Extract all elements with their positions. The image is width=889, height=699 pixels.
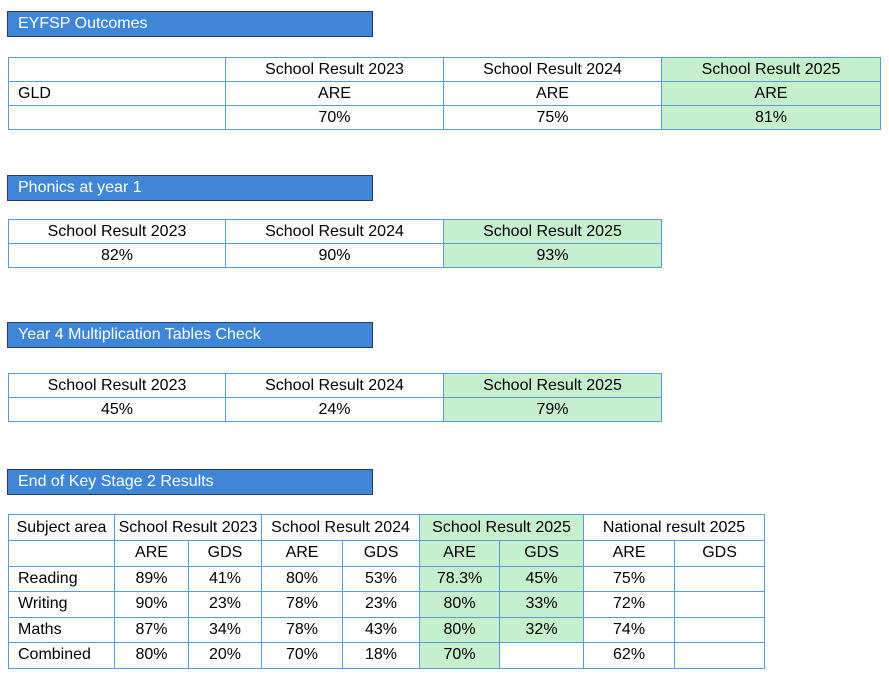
- phonics-header-2025: School Result 2025: [444, 220, 662, 244]
- mtc-header-2025: School Result 2025: [444, 374, 662, 398]
- ks2-subheader: GDS: [500, 541, 584, 567]
- ks2-table: [8, 514, 765, 669]
- ks2-cell: 23%: [343, 592, 420, 618]
- ks2-cell: 32%: [500, 617, 584, 643]
- ks2-cell: [675, 617, 765, 643]
- ks2-cell: [500, 643, 584, 669]
- mtc-value-2025: 79%: [444, 398, 662, 422]
- eyfsp-value-2023: 70%: [226, 106, 444, 130]
- phonics-value-2023: 82%: [9, 244, 226, 268]
- ks2-cell: 87%: [115, 617, 189, 643]
- ks2-cell: 41%: [189, 566, 262, 592]
- ks2-subheader: ARE: [420, 541, 500, 567]
- ks2-cell: 80%: [420, 592, 500, 618]
- eyfsp-measure-2023: ARE: [226, 82, 444, 106]
- mtc-value-2023: 45%: [9, 398, 226, 422]
- mtc-section-title: Year 4 Multiplication Tables Check: [7, 322, 373, 348]
- eyfsp-value-2024: 75%: [444, 106, 662, 130]
- eyfsp-header-2024: School Result 2024: [444, 58, 662, 82]
- ks2-cell: 80%: [115, 643, 189, 669]
- phonics-value-2024: 90%: [226, 244, 444, 268]
- ks2-subheader-empty: [9, 541, 115, 567]
- ks2-cell: 78%: [262, 592, 343, 618]
- ks2-cell: 70%: [262, 643, 343, 669]
- mtc-header-2024: School Result 2024: [226, 374, 444, 398]
- ks2-subject: Combined: [9, 643, 115, 669]
- ks2-cell: 89%: [115, 566, 189, 592]
- ks2-cell: 70%: [420, 643, 500, 669]
- ks2-subject: Maths: [9, 617, 115, 643]
- ks2-subject: Writing: [9, 592, 115, 618]
- ks2-cell: [675, 566, 765, 592]
- phonics-section-title: Phonics at year 1: [7, 175, 373, 201]
- ks2-subject: Reading: [9, 566, 115, 592]
- eyfsp-corner-cell: [9, 58, 226, 82]
- eyfsp-header-2023: School Result 2023: [226, 58, 444, 82]
- ks2-cell: 78.3%: [420, 566, 500, 592]
- eyfsp-empty-cell: [9, 106, 226, 130]
- ks2-subheader: ARE: [584, 541, 675, 567]
- eyfsp-header-2025: School Result 2025: [662, 58, 881, 82]
- ks2-cell: 33%: [500, 592, 584, 618]
- table-row: [9, 617, 765, 643]
- ks2-cell: [675, 592, 765, 618]
- ks2-cell: 74%: [584, 617, 675, 643]
- ks2-subheader: ARE: [115, 541, 189, 567]
- ks2-cell: 34%: [189, 617, 262, 643]
- ks2-cell: 53%: [343, 566, 420, 592]
- ks2-subject-header: Subject area: [9, 515, 115, 541]
- ks2-subheader: GDS: [189, 541, 262, 567]
- eyfsp-value-2025: 81%: [662, 106, 881, 130]
- ks2-subheader: ARE: [262, 541, 343, 567]
- phonics-header-2023: School Result 2023: [9, 220, 226, 244]
- ks2-cell: 43%: [343, 617, 420, 643]
- ks2-cell: 80%: [262, 566, 343, 592]
- mtc-value-2024: 24%: [226, 398, 444, 422]
- eyfsp-measure-2025: ARE: [662, 82, 881, 106]
- eyfsp-section-title: EYFSP Outcomes: [7, 11, 373, 37]
- ks2-cell: 20%: [189, 643, 262, 669]
- eyfsp-row-label: GLD: [9, 82, 226, 106]
- ks2-cell: 80%: [420, 617, 500, 643]
- ks2-cell: 78%: [262, 617, 343, 643]
- ks2-group-header-2023: School Result 2023: [115, 515, 262, 541]
- ks2-cell: 23%: [189, 592, 262, 618]
- ks2-cell: 62%: [584, 643, 675, 669]
- ks2-cell: [675, 643, 765, 669]
- ks2-cell: 75%: [584, 566, 675, 592]
- eyfsp-table: [8, 57, 881, 130]
- ks2-cell: 72%: [584, 592, 675, 618]
- table-row: [9, 592, 765, 618]
- ks2-subheader: GDS: [675, 541, 765, 567]
- phonics-table: [8, 219, 662, 268]
- ks2-cell: 90%: [115, 592, 189, 618]
- mtc-table: [8, 373, 662, 422]
- table-row: [9, 566, 765, 592]
- ks2-cell: 18%: [343, 643, 420, 669]
- ks2-group-header-2025: School Result 2025: [420, 515, 584, 541]
- ks2-section-title: End of Key Stage 2 Results: [7, 469, 373, 495]
- phonics-header-2024: School Result 2024: [226, 220, 444, 244]
- ks2-group-header-2024: School Result 2024: [262, 515, 420, 541]
- ks2-cell: 45%: [500, 566, 584, 592]
- mtc-header-2023: School Result 2023: [9, 374, 226, 398]
- eyfsp-measure-2024: ARE: [444, 82, 662, 106]
- phonics-value-2025: 93%: [444, 244, 662, 268]
- ks2-subheader: GDS: [343, 541, 420, 567]
- ks2-group-header-national: National result 2025: [584, 515, 765, 541]
- table-row: [9, 643, 765, 669]
